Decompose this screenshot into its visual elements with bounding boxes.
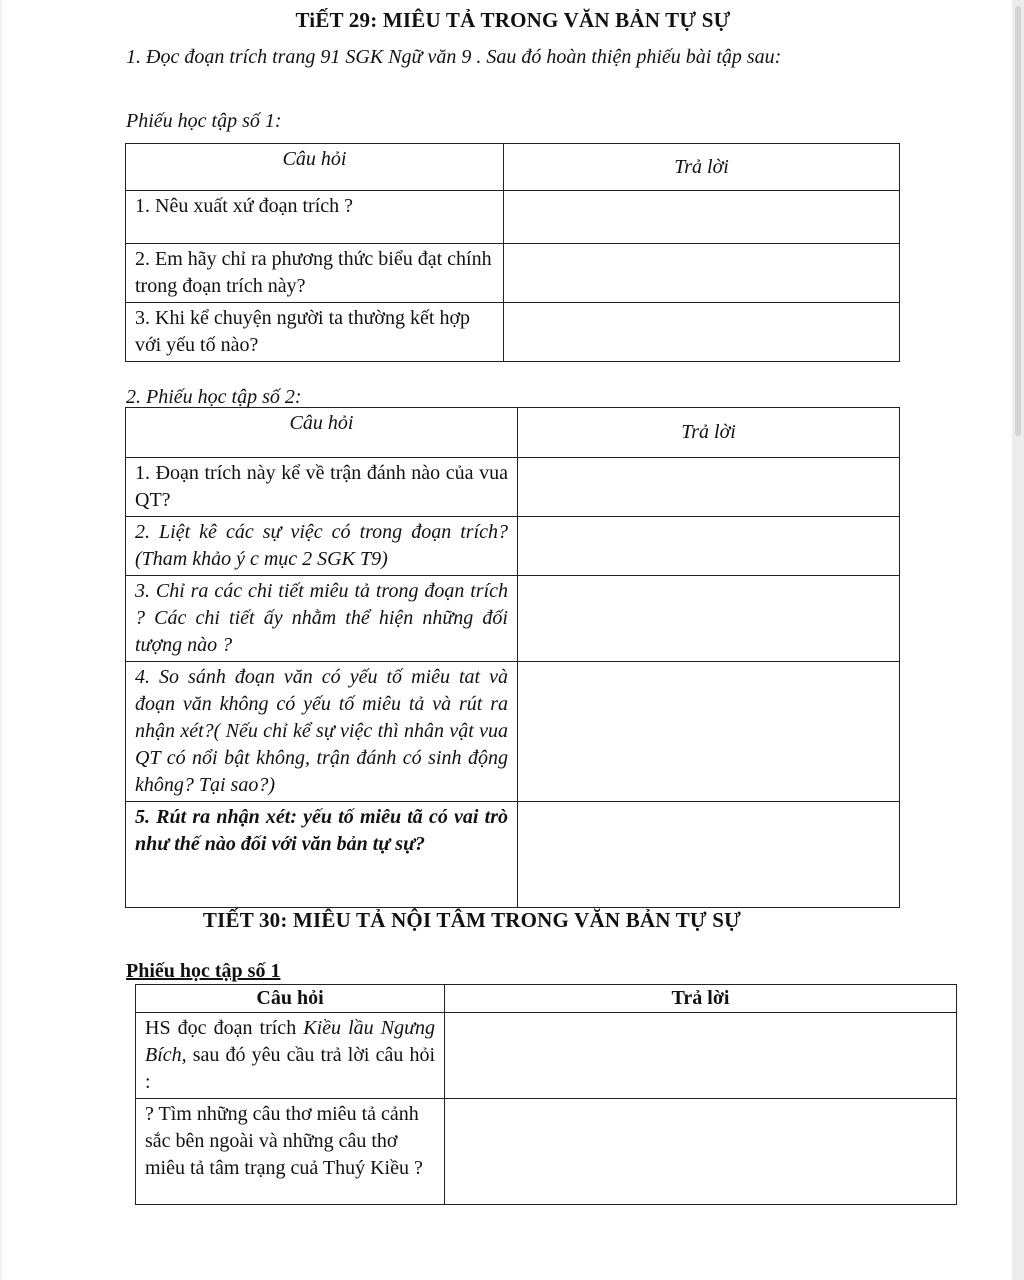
table2-q2: 2. Liệt kê các sự việc có trong đoạn trích?(Tham khảo ý c mục 2 SGK T9): [126, 517, 518, 576]
table3-q1-work-title: Kiều lầu Ngưng Bích: [145, 1017, 435, 1066]
document-page: [2, 0, 1012, 1280]
table1-q3: 3. Khi kể chuyện người ta thường kết hợp với yếu tố nào?: [126, 303, 504, 362]
table3-a1[interactable]: [445, 1013, 957, 1099]
table1-q2: 2. Em hãy chỉ ra phương thức biểu đạt chính trong đoạn trích này?: [126, 244, 504, 303]
sheet2-label: 2. Phiếu học tập số 2:: [126, 386, 302, 408]
sheet1-label: Phiếu học tập số 1:: [126, 110, 282, 132]
table3-q1-post: , sau đó yêu cầu trả lời câu hỏi :: [145, 1044, 435, 1093]
table2-header-question: Câu hỏi: [126, 408, 518, 458]
table2-a1[interactable]: [518, 458, 900, 517]
table1-q1: 1. Nêu xuất xứ đoạn trích ?: [126, 191, 504, 244]
table1-header-answer: Trả lời: [504, 144, 900, 191]
table3-q1: [136, 1013, 445, 1099]
lesson30-sheet1-label: Phiếu học tập số 1: [126, 960, 281, 982]
table3-header-answer: Trả lời: [445, 985, 957, 1013]
worksheet-1-table: [125, 143, 900, 362]
table1-a3[interactable]: [504, 303, 900, 362]
scrollbar-thumb[interactable]: [1015, 6, 1021, 436]
table2-q4: 4. So sánh đoạn văn có yếu tố miêu tat và đoạn văn không có yếu tố miêu tả và rút ra nhận xét?( Nếu chỉ kể sự việc thì nhân vật vua QT có nổi bật không, trận đánh có sinh động không? Tại sao?): [126, 662, 518, 802]
table2-q1: 1. Đoạn trích này kể về trận đánh nào của vua QT?: [126, 458, 518, 517]
table1-header-question: Câu hỏi: [126, 144, 504, 191]
table2-a5[interactable]: [518, 802, 900, 908]
vertical-scrollbar[interactable]: [1012, 0, 1024, 1280]
lesson-30-title: TIẾT 30: MIÊU TẢ NỘI TÂM TRONG VĂN BẢN TỰ SỰ: [202, 908, 742, 932]
table2-a3[interactable]: [518, 576, 900, 662]
worksheet-2-table: [125, 407, 900, 908]
table2-q3: 3. Chỉ ra các chi tiết miêu tả trong đoạn trích ? Các chi tiết ấy nhằm thể hiện những đối tượng nào ?: [126, 576, 518, 662]
table1-a2[interactable]: [504, 244, 900, 303]
lesson-29-title: TiẾT 29: MIÊU TẢ TRONG VĂN BẢN TỰ SỰ: [295, 8, 731, 32]
table3-q2: ? Tìm những câu thơ miêu tả cảnh sắc bên ngoài và những câu thơ miêu tả tâm trạng cuả Thuý Kiều ?: [136, 1099, 445, 1205]
table3-q1-pre: HS đọc đoạn trích: [145, 1017, 304, 1039]
table3-a2[interactable]: [445, 1099, 957, 1205]
lesson30-worksheet-table: [135, 984, 957, 1205]
table2-a2[interactable]: [518, 517, 900, 576]
instruction-text: 1. Đọc đoạn trích trang 91 SGK Ngữ văn 9 . Sau đó hoàn thiện phiếu bài tập sau:: [126, 46, 782, 68]
table3-header-question: Câu hỏi: [136, 985, 445, 1013]
table2-a4[interactable]: [518, 662, 900, 802]
table2-q5: 5. Rút ra nhận xét: yếu tố miêu tã có vai trò như thế nào đối với văn bản tự sự?: [126, 802, 518, 908]
table1-a1[interactable]: [504, 191, 900, 244]
table2-header-answer: Trả lời: [518, 408, 900, 458]
